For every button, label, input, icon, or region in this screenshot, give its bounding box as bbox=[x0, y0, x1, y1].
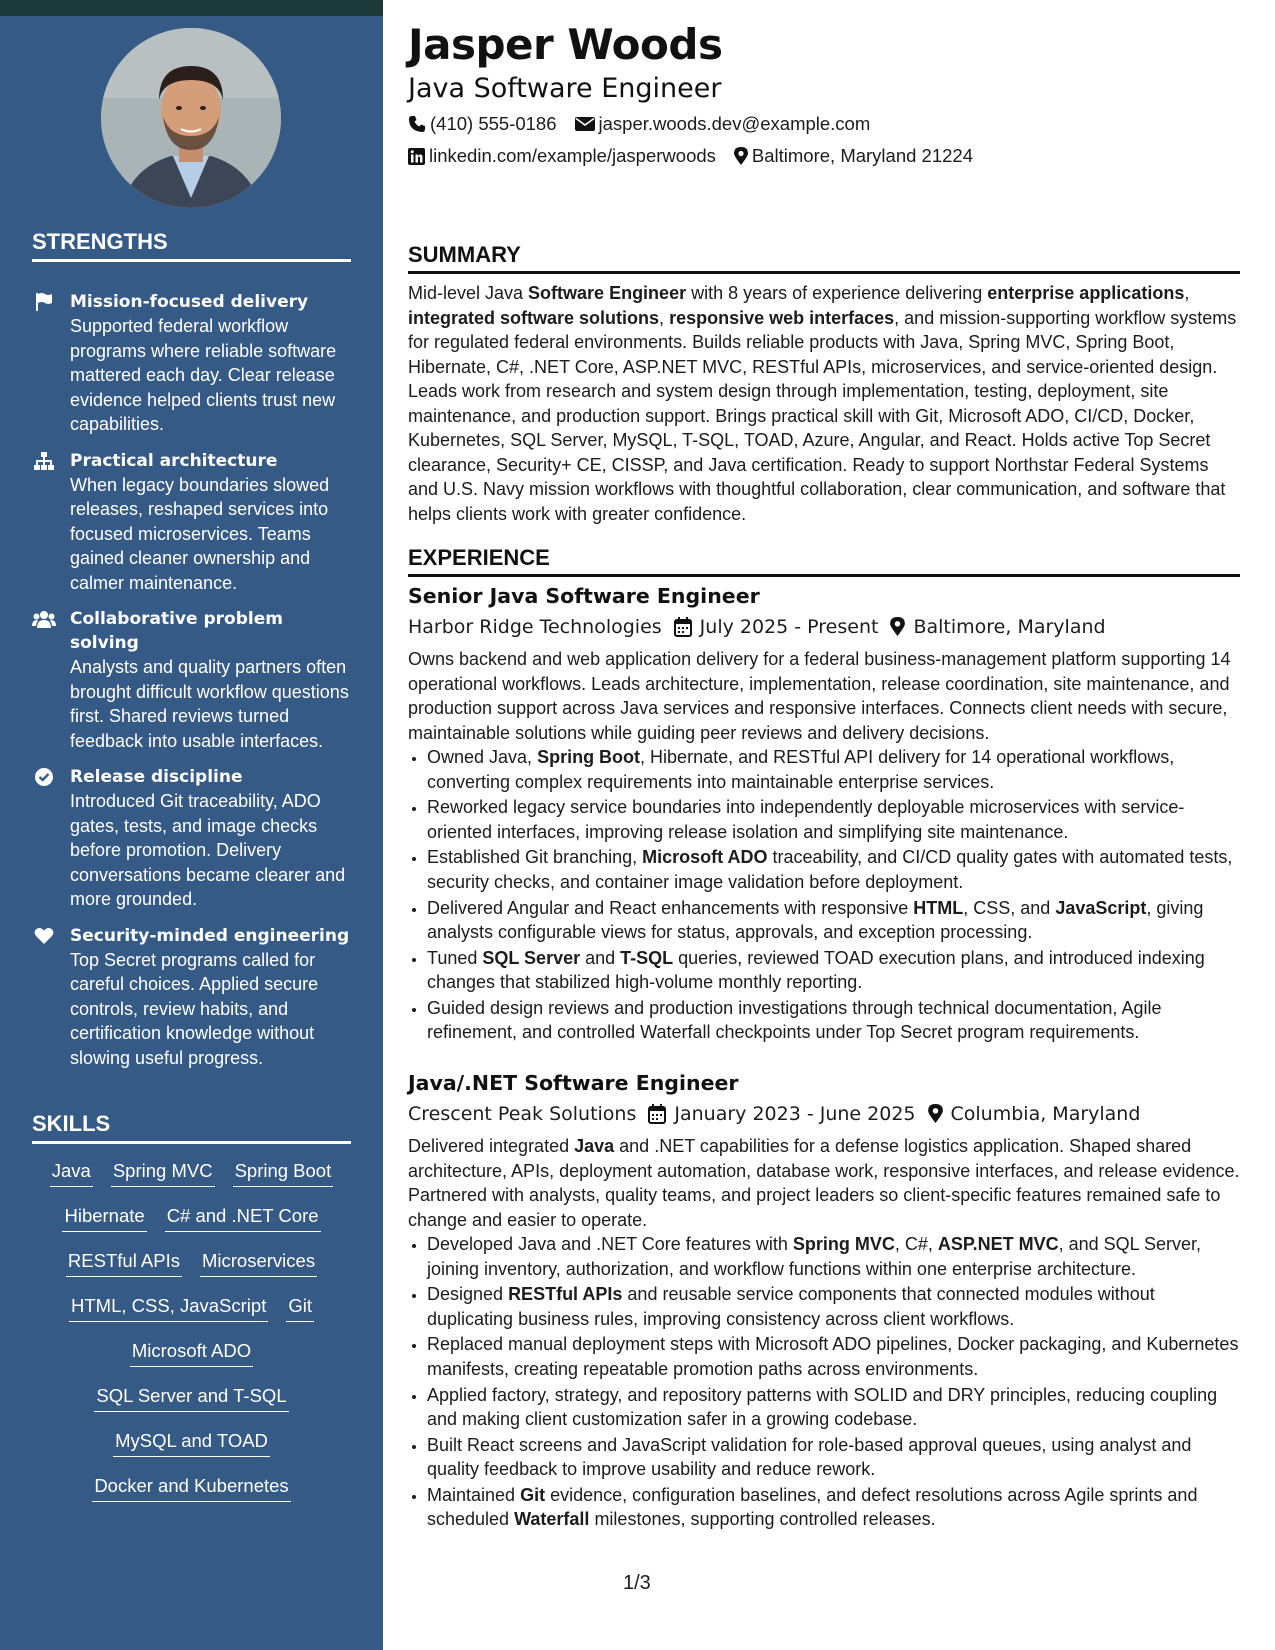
job-bullet: • Developed Java and .NET Core features with Spring MVC, C#, ASP.NET MVC, and SQL Server, joining inventory, authorization, and workflow functions within one enterprise architecture. bbox=[427, 1232, 1240, 1281]
strength-title: Mission-focused delivery bbox=[70, 292, 309, 312]
bold-phrase: HTML bbox=[913, 897, 964, 918]
bold-phrase: JavaScript bbox=[1055, 897, 1147, 918]
job-bullet: • Replaced manual deployment steps with Microsoft ADO pipelines, Docker packaging, and Kubernetes manifests, creating repeatable promotion paths across environments. bbox=[427, 1332, 1240, 1381]
skill-tag: MySQL and TOAD bbox=[113, 1428, 270, 1457]
candidate-title: Java Software Engineer bbox=[408, 73, 722, 104]
strength-description: Supported federal workflow programs where reliable software mattered each day. Clear release evidence helped clients trust new capabilities. bbox=[70, 316, 337, 434]
skill-tag: SQL Server and T-SQL bbox=[94, 1383, 288, 1412]
linkedin-text: linkedin.com/example/jasperwoods bbox=[429, 145, 716, 166]
job-dates-text: July 2025 - Present bbox=[699, 616, 879, 638]
page-number-text: 1/3 bbox=[623, 1572, 651, 1594]
heart-icon bbox=[32, 924, 56, 948]
job-dates bbox=[648, 1098, 915, 1130]
skill-tag: Hibernate bbox=[62, 1203, 146, 1232]
job-meta bbox=[408, 1098, 1240, 1130]
job-bullet: • Applied factory, strategy, and repository patterns with SOLID and DRY principles, reducing coupling and making client customization safer in a growing codebase. bbox=[427, 1383, 1240, 1432]
linkedin-icon bbox=[408, 148, 425, 165]
flag-icon bbox=[32, 290, 56, 314]
strength-description: Introduced Git traceability, ADO gates, tests, and image checks before promotion. Delivery conversations became clearer and more grounded. bbox=[70, 791, 346, 909]
bold-phrase: Software Engineer bbox=[528, 283, 687, 303]
skill-tag: Java bbox=[50, 1158, 93, 1187]
phone-icon bbox=[408, 115, 426, 133]
skills-heading: SKILLS bbox=[32, 1111, 351, 1144]
email-text: jasper.woods.dev@example.com bbox=[598, 113, 871, 134]
sitemap-icon bbox=[32, 449, 56, 473]
bold-phrase: enterprise applications bbox=[987, 283, 1185, 303]
job-bullet: • Established Git branching, Microsoft ADO traceability, and CI/CD quality gates with automated tests, security checks, and container image validation before deployment. bbox=[427, 845, 1240, 894]
skill-tag: RESTful APIs bbox=[66, 1248, 182, 1277]
contact-line-1 bbox=[408, 113, 870, 135]
strengths-heading: STRENGTHS bbox=[32, 229, 351, 262]
bold-phrase: Spring MVC bbox=[792, 1234, 895, 1254]
skill-tag: HTML, CSS, JavaScript bbox=[69, 1293, 268, 1322]
strength-title: Practical architecture bbox=[70, 450, 278, 471]
bold-phrase: ASP.NET MVC bbox=[937, 1234, 1059, 1254]
map-marker-icon bbox=[890, 617, 905, 637]
job-bullet: • Built React screens and JavaScript validation for role-based approval queues, using analyst and quality feedback to improve usability and reduce rework. bbox=[427, 1433, 1240, 1482]
location-text: Baltimore, Maryland 21224 bbox=[751, 145, 973, 166]
users-icon bbox=[32, 607, 56, 631]
job-location bbox=[928, 1098, 1141, 1130]
bold-phrase: Java bbox=[574, 1136, 615, 1156]
job-dates-text: January 2023 - June 2025 bbox=[674, 1103, 916, 1125]
skill-tag: C# and .NET Core bbox=[165, 1203, 321, 1232]
strength-title: Collaborative problem solving bbox=[70, 609, 283, 653]
job-dates bbox=[674, 611, 879, 643]
bold-phrase: integrated software solutions bbox=[408, 307, 660, 328]
email-contact[interactable] bbox=[575, 113, 871, 135]
job-bullet: • Designed RESTful APIs and reusable service components that connected modules without duplicating business rules, improving consistency across client workflows. bbox=[427, 1282, 1240, 1331]
check-circle-icon bbox=[32, 765, 56, 789]
contact-line-2 bbox=[408, 145, 973, 167]
linkedin-contact[interactable] bbox=[408, 145, 716, 167]
strength-item bbox=[32, 449, 352, 596]
bold-phrase: T-SQL bbox=[620, 947, 674, 968]
job-bullet: • Delivered Angular and React enhancements with responsive HTML, CSS, and JavaScript, giving analysts configurable views for status, approvals, and exception processing. bbox=[427, 896, 1240, 945]
summary-heading: SUMMARY bbox=[408, 242, 1240, 274]
strength-item bbox=[32, 607, 352, 753]
strength-item bbox=[32, 924, 352, 1071]
job-bullet: • Maintained Git evidence, configuration baselines, and defect resolutions across Agile sprints and scheduled Waterfall milestones, supporting controlled releases. bbox=[427, 1483, 1240, 1532]
job-entry bbox=[408, 581, 1240, 1046]
sidebar-top-bar bbox=[0, 0, 383, 16]
sidebar bbox=[0, 0, 383, 1650]
phone-contact[interactable] bbox=[408, 113, 557, 135]
job-company: Crescent Peak Solutions bbox=[408, 1103, 637, 1125]
bold-phrase: Microsoft ADO bbox=[642, 847, 768, 868]
job-location bbox=[890, 611, 1105, 643]
experience-heading: EXPERIENCE bbox=[408, 545, 1240, 577]
skill-tag: Microservices bbox=[200, 1248, 317, 1277]
bold-phrase: Spring Boot bbox=[537, 747, 641, 767]
job-description: Delivered integrated Java and .NET capabilities for a defense logistics application. Shaped shared architecture, APIs, deployment automation, database work, responsive interfaces, and release evidence. Partnered with analysts, quality teams, and project leaders so client-specific features remained safe to change and easier to operate. bbox=[408, 1136, 1240, 1230]
phone-text: (410) 555-0186 bbox=[430, 113, 557, 134]
strength-item bbox=[32, 765, 352, 912]
strength-description: Top Secret programs called for careful choices. Applied secure controls, review habits, and certification knowledge without slowing useful progress. bbox=[70, 949, 319, 1068]
job-location-text: Columbia, Maryland bbox=[950, 1103, 1141, 1125]
job-bullet: • Owned Java, Spring Boot, Hibernate, and RESTful API delivery for 14 operational workflows, converting complex requirements into maintainable enterprise services. bbox=[427, 745, 1240, 794]
bold-phrase: Waterfall bbox=[514, 1509, 590, 1530]
skill-tag: Git bbox=[286, 1293, 314, 1322]
map-marker-icon bbox=[734, 147, 748, 166]
job-company: Harbor Ridge Technologies bbox=[408, 616, 662, 638]
envelope-icon bbox=[575, 116, 595, 132]
strength-title: Release discipline bbox=[70, 767, 243, 787]
bold-phrase: Git bbox=[520, 1484, 546, 1505]
job-bullet: • Guided design reviews and production investigations through technical documentation, Agile refinement, and controlled Waterfall checkpoints under Top Secret program requirements. bbox=[427, 996, 1240, 1045]
skill-tag: Docker and Kubernetes bbox=[92, 1473, 290, 1502]
profile-photo-image bbox=[101, 28, 281, 208]
strength-title: Security-minded engineering bbox=[70, 925, 350, 946]
skill-tag: Microsoft ADO bbox=[130, 1338, 253, 1367]
calendar-icon bbox=[674, 617, 692, 637]
summary-text: Mid-level Java Software Engineer with 8 years of experience delivering enterprise applications, integrated software solutions, responsive web interfaces, and mission-supporting workflow systems for regulated federal environments. Builds reliable products with Java, Spring MVC, Spring Boot, Hibernate, C#, .NET Core, ASP.NET MVC, RESTful APIs, microservices, and service-oriented design. Leads work from research and system design through implementation, testing, deployment, site maintenance, and production support. Brings practical skill with Git, Microsoft ADO, CI/CD, Docker, Kubernetes, SQL Server, MySQL, T-SQL, TOAD, Azure, Angular, and React. Holds active Top Secret clearance, Security+ CE, CISSP, and Java certification. Ready to support Northstar Federal Systems and U.S. Navy mission workflows with thoughtful collaboration, clear communication, and software that helps clients work with greater confidence. bbox=[408, 283, 1237, 524]
map-marker-icon bbox=[928, 1104, 943, 1124]
skills-list bbox=[32, 1158, 351, 1518]
bold-phrase: responsive web interfaces bbox=[669, 307, 895, 328]
job-meta bbox=[408, 611, 1240, 643]
skill-tag: Spring MVC bbox=[111, 1158, 215, 1187]
job-bullets bbox=[408, 1232, 1240, 1532]
bold-phrase: RESTful APIs bbox=[508, 1284, 623, 1305]
job-bullets bbox=[408, 745, 1240, 1045]
profile-photo bbox=[101, 28, 281, 208]
strengths-list bbox=[32, 290, 352, 1082]
bold-phrase: SQL Server bbox=[482, 947, 581, 968]
strength-description: Analysts and quality partners often brought difficult workflow questions first. Shared reviews turned feedback into usable interfaces. bbox=[70, 657, 349, 751]
candidate-name: Jasper Woods bbox=[408, 20, 723, 69]
strength-item bbox=[32, 290, 352, 437]
job-description: Owns backend and web application delivery for a federal business-management platform supporting 14 operational workflows. Leads architecture, implementation, release coordination, site maintenance, and production support across Java services and responsive interfaces. Connects client needs with secure, maintainable solutions while guiding peer reviews and delivery decisions. bbox=[408, 649, 1231, 743]
job-location-text: Baltimore, Maryland bbox=[913, 616, 1106, 638]
strength-description: When legacy boundaries slowed releases, reshaped services into focused microservices. Teams gained cleaner ownership and calmer maintenance. bbox=[70, 474, 330, 593]
location-contact bbox=[734, 145, 973, 167]
job-bullet: • Reworked legacy service boundaries into independently deployable microservices with service-oriented interfaces, improving release isolation and simplifying site maintenance. bbox=[427, 795, 1240, 844]
job-entry bbox=[408, 1068, 1240, 1533]
job-role: Java/.NET Software Engineer bbox=[408, 1071, 739, 1095]
job-role: Senior Java Software Engineer bbox=[408, 584, 760, 608]
job-bullet: • Tuned SQL Server and T-SQL queries, reviewed TOAD execution plans, and introduced indexing changes that stabilized high-volume monthly reporting. bbox=[427, 946, 1240, 995]
calendar-icon bbox=[648, 1104, 666, 1124]
skill-tag: Spring Boot bbox=[233, 1158, 334, 1187]
